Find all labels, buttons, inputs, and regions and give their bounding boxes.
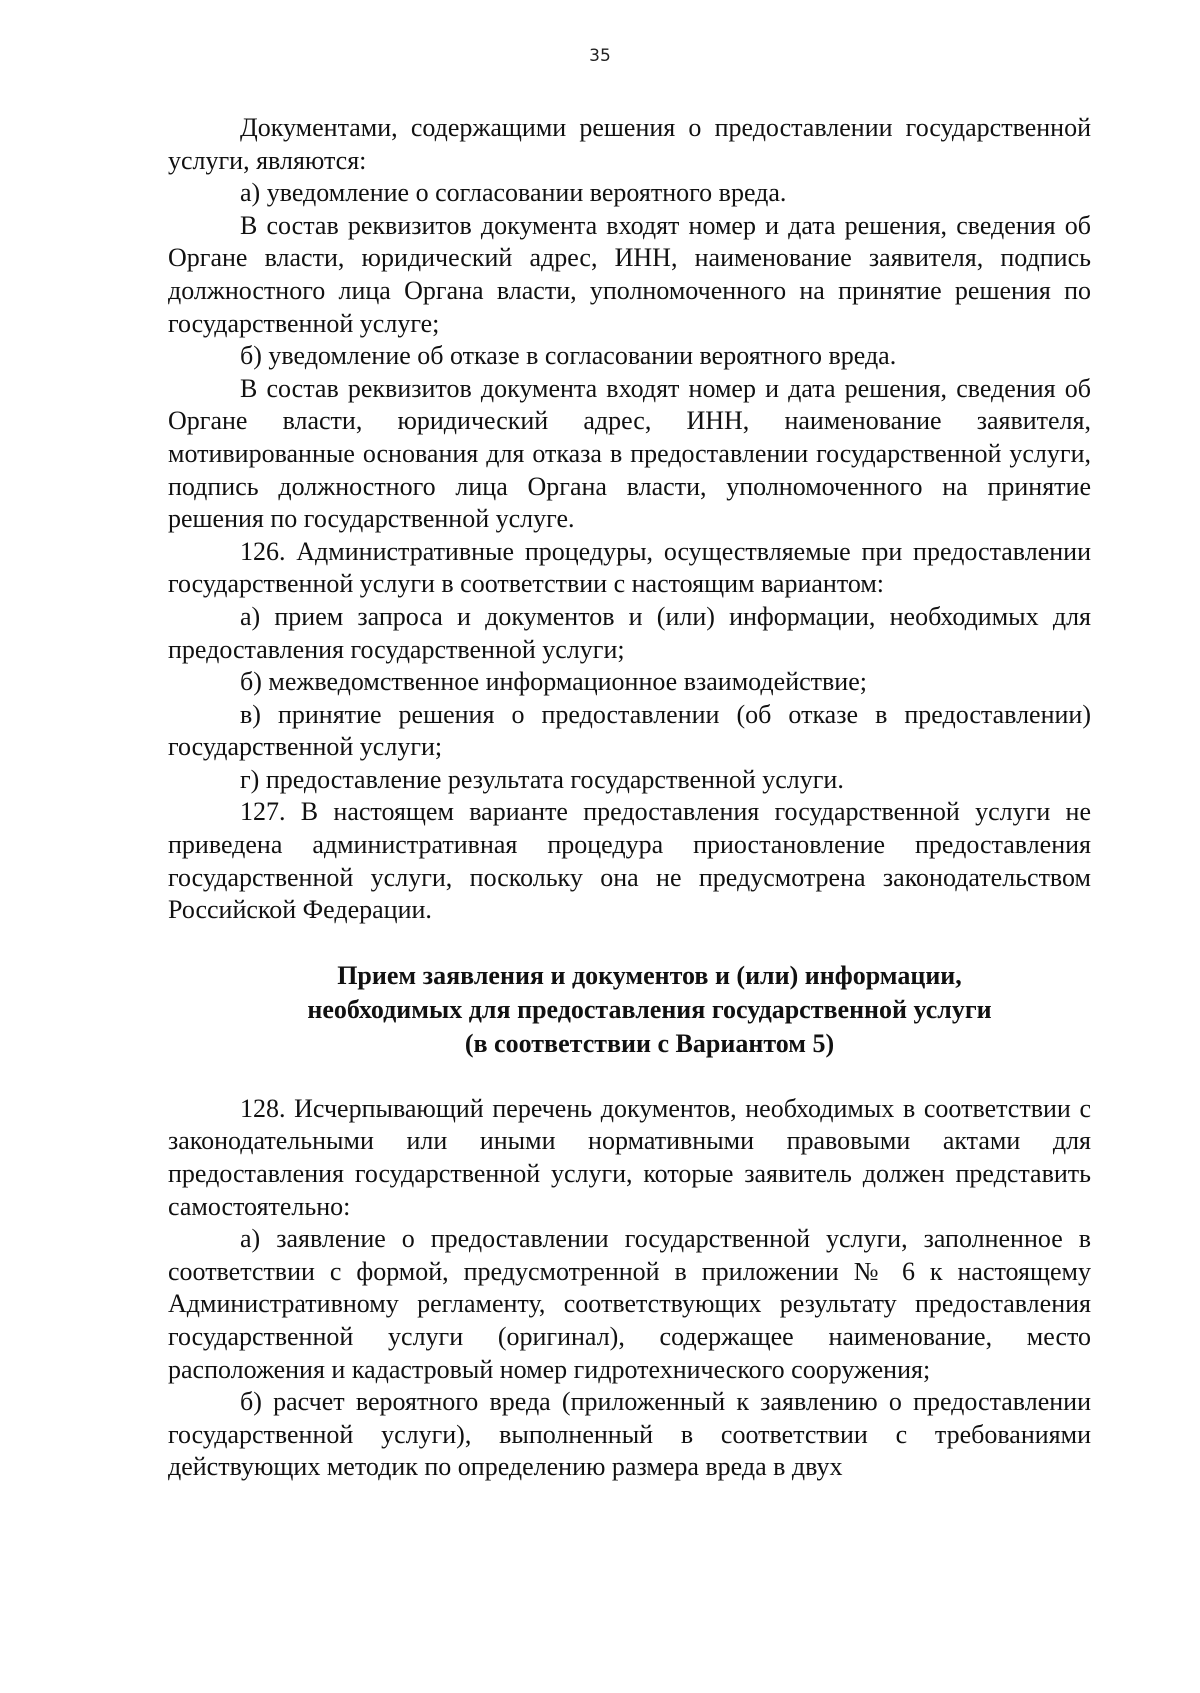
paragraph-127: 127. В настоящем варианте предоставления государственной услуги не приведена административная процедура приостановление предоставления государственной услуги, поскольку она не предусмотрена законодательством Российской Федерации. xyxy=(168,797,1091,925)
list-item-decision-making: в) принятие решения о предоставлении (об отказе в предоставлении) государственной услуги; xyxy=(168,699,1091,762)
document-body xyxy=(168,112,1091,1484)
paragraph-refusal-requisites: В состав реквизитов документа входят номер и дата решения, сведения об Органе власти, юридический адрес, ИНН, наименование заявителя, мотивированные основания для отказа в предоставлении государственной услуги, подпись должностного лица Органа власти, уполномоченного на принятие решения по государственной услуге. xyxy=(168,373,1091,534)
section-heading-line-3: (в соответствии с Вариантом 5) xyxy=(464,1028,835,1058)
paragraph-128: 128. Исчерпывающий перечень документов, необходимых в соответствии с законодательными или иными нормативными правовыми актами для предоставления государственной услуги, которые заявитель должен представить самостоятельно: xyxy=(168,1093,1091,1221)
list-item-request-reception: а) прием запроса и документов и (или) информации, необходимых для предоставления государственной услуги; xyxy=(168,601,1091,664)
list-item-approval-notice: а) уведомление о согласовании вероятного вреда. xyxy=(240,178,787,208)
paragraph-decision-documents: Документами, содержащими решения о предоставлении государственной услуги, являются: xyxy=(168,113,1091,175)
paragraph-126: 126. Административные процедуры, осуществляемые при предоставлении государственной услуги в соответствии с настоящим вариантом: xyxy=(168,536,1091,599)
list-item-harm-calculation: б) расчет вероятного вреда (приложенный к заявлению о предоставлении государственной услуги), выполненный в соответствии с требованиями действующих методик по определению размера вреда в двух xyxy=(168,1387,1091,1482)
list-item-result-provision: г) предоставление результата государственной услуги. xyxy=(240,764,844,794)
list-item-application: а) заявление о предоставлении государственной услуги, заполненное в соответствии с формой, предусмотренной в приложении № 6 к настоящему Административному регламенту, соответствующих результату предоставления государственной услуги (оригинал), содержащее наименование, место расположения и кадастровый номер гидротехнического сооружения; xyxy=(168,1224,1091,1384)
section-heading xyxy=(168,959,1091,1061)
page-number: 35 xyxy=(589,46,611,66)
paragraph-approval-requisites: В состав реквизитов документа входят номер и дата решения, сведения об Органе власти, юридический адрес, ИНН, наименование заявителя, подпись должностного лица Органа власти, уполномоченного на принятие решения по государственной услуге; xyxy=(168,210,1091,338)
section-heading-line-2: необходимых для предоставления государственной услуги xyxy=(307,994,992,1024)
section-heading-line-1: Прием заявления и документов и (или) информации, xyxy=(337,960,962,990)
list-item-refusal-notice: б) уведомление об отказе в согласовании вероятного вреда. xyxy=(240,341,897,371)
list-item-interagency-interaction: б) межведомственное информационное взаимодействие; xyxy=(240,667,867,697)
